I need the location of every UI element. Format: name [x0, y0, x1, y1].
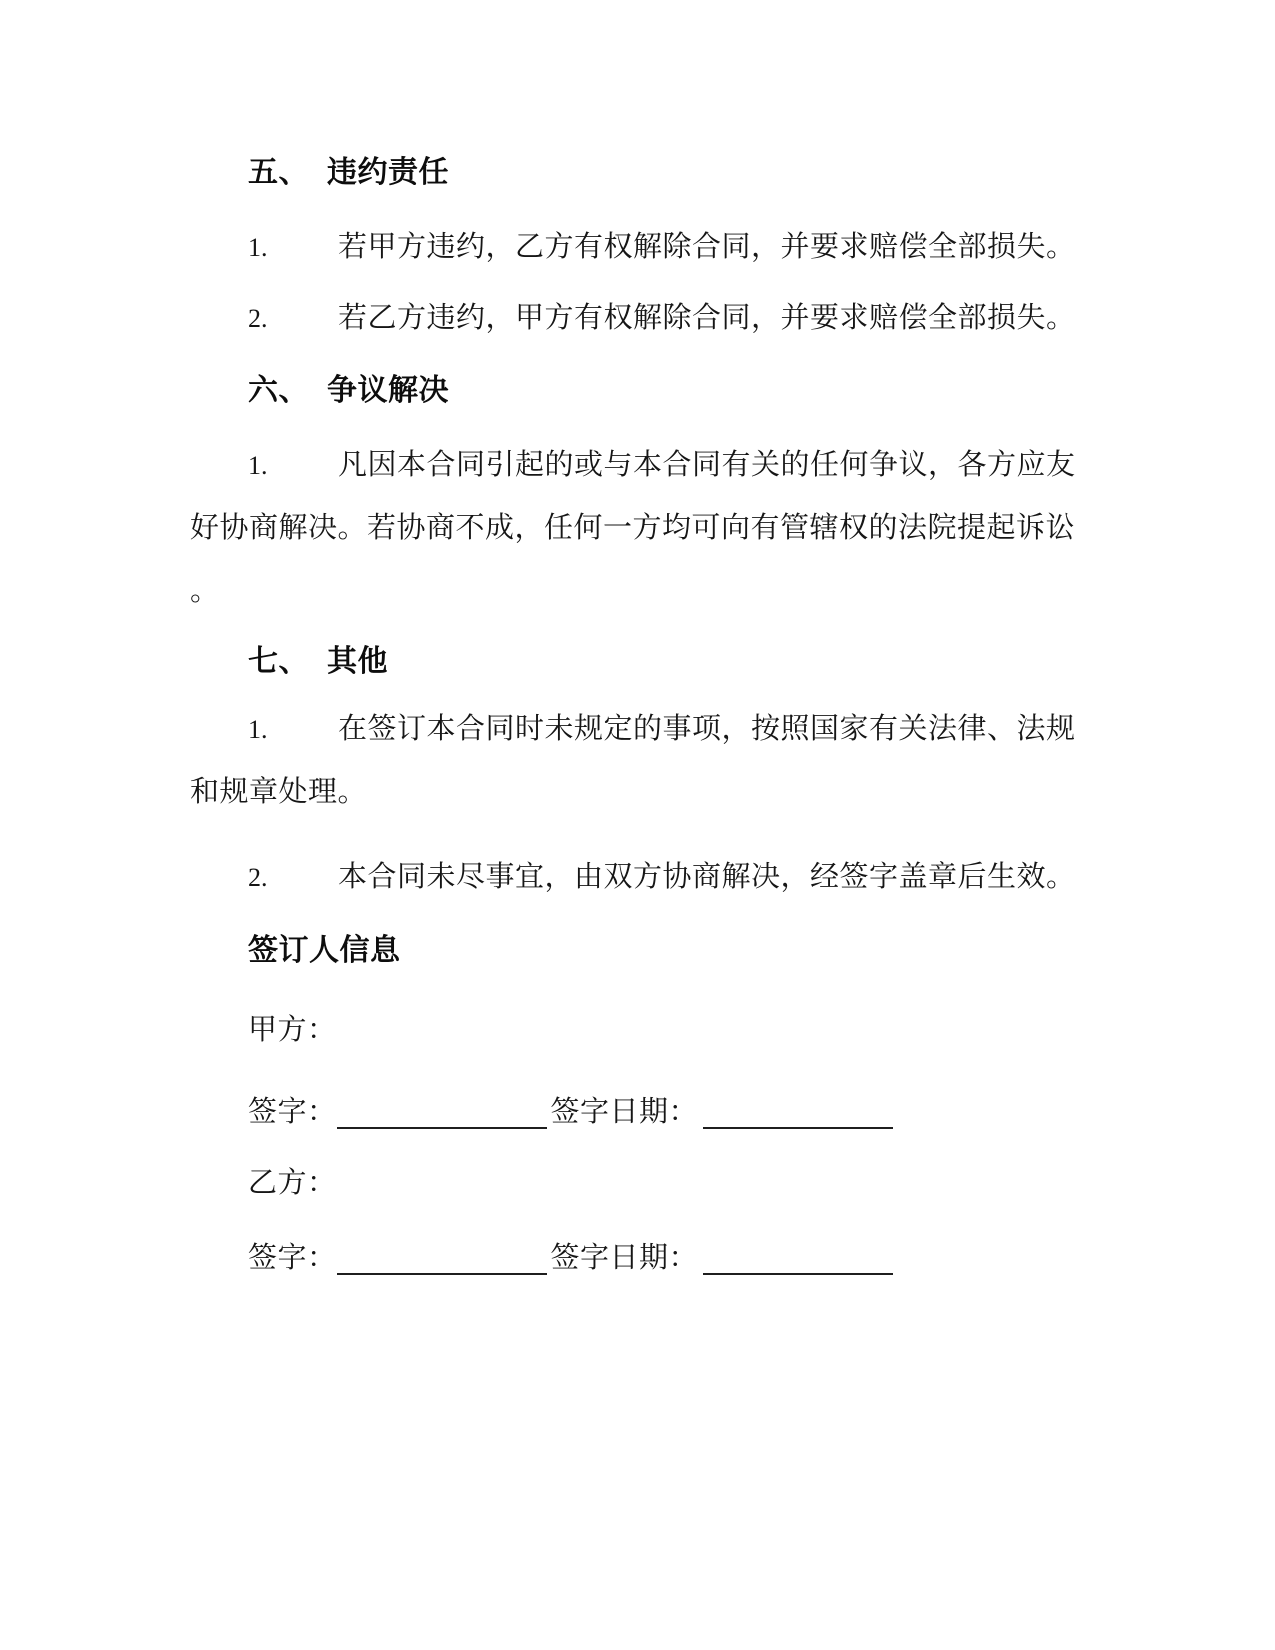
list-item-line: [190, 846, 1080, 909]
list-text: 凡因本合同引起的或与本合同有关的任何争议，各方应友: [338, 449, 1076, 481]
signatories-heading: [190, 919, 1080, 983]
list-text: 本合同未尽事宜，由双方协商解决，经签字盖章后生效。: [338, 861, 1076, 893]
list-number: 1.: [248, 715, 268, 744]
signature-row-line: [190, 1227, 1080, 1290]
party-a-signature-row: [190, 1081, 1080, 1144]
list-item-line: [190, 287, 1080, 350]
party-a-label-row: [190, 999, 1080, 1062]
section-heading-line: [190, 141, 1080, 205]
section-heading-7: [190, 630, 1080, 694]
signature-date-blank-line: [703, 1127, 893, 1129]
section-number: 七、: [248, 645, 309, 678]
list-text: 若甲方违约，乙方有权解除合同，并要求赔偿全部损失。: [338, 231, 1076, 263]
list-number: 2.: [248, 304, 268, 333]
list-item-line: [190, 698, 1080, 761]
signature-label: 签字：: [248, 1242, 337, 1274]
section-number: 六、: [248, 374, 309, 407]
section-heading-6: [190, 359, 1080, 423]
list-number: 2.: [248, 863, 268, 892]
list-item: [190, 846, 1080, 909]
list-number: 1.: [248, 451, 268, 480]
section-title: 争议解决: [327, 374, 449, 407]
section-title: 违约责任: [327, 156, 449, 189]
signature-date-label: 签字日期：: [550, 1096, 699, 1128]
section-title: 其他: [327, 645, 388, 678]
list-item-line: [190, 216, 1080, 279]
signature-row-line: [190, 1081, 1080, 1144]
paragraph-line: 好协商解决。若协商不成，任何一方均可向有管辖权的法院提起诉讼: [190, 512, 1076, 544]
signature-label: 签字：: [248, 1096, 337, 1128]
signatories-title: 签订人信息: [248, 934, 401, 967]
list-item: [190, 698, 1080, 824]
section-heading-line: [190, 630, 1080, 694]
signature-date-blank-line: [703, 1273, 893, 1275]
signature-blank-line: [337, 1127, 547, 1129]
list-item: [190, 287, 1080, 350]
section-heading-5: [190, 141, 1080, 205]
signature-blank-line: [337, 1273, 547, 1275]
signature-date-label: 签字日期：: [550, 1242, 699, 1274]
paragraph-line: 和规章处理。: [190, 776, 368, 808]
signatories-heading-line: [190, 919, 1080, 983]
paragraph-line: 。: [190, 575, 220, 607]
party-a-label: 甲方：: [248, 1014, 337, 1046]
party-b-label-row: [190, 1152, 1080, 1215]
party-b-label: 乙方：: [248, 1167, 337, 1199]
section-heading-line: [190, 359, 1080, 423]
list-item: [190, 434, 1080, 623]
section-number: 五、: [248, 156, 309, 189]
list-text: 若乙方违约，甲方有权解除合同，并要求赔偿全部损失。: [338, 302, 1076, 334]
list-text: 在签订本合同时未规定的事项，按照国家有关法律、法规: [338, 713, 1076, 745]
list-number: 1.: [248, 233, 268, 262]
list-item: [190, 216, 1080, 279]
party-b-signature-row: [190, 1227, 1080, 1290]
list-item-line: [190, 434, 1080, 497]
